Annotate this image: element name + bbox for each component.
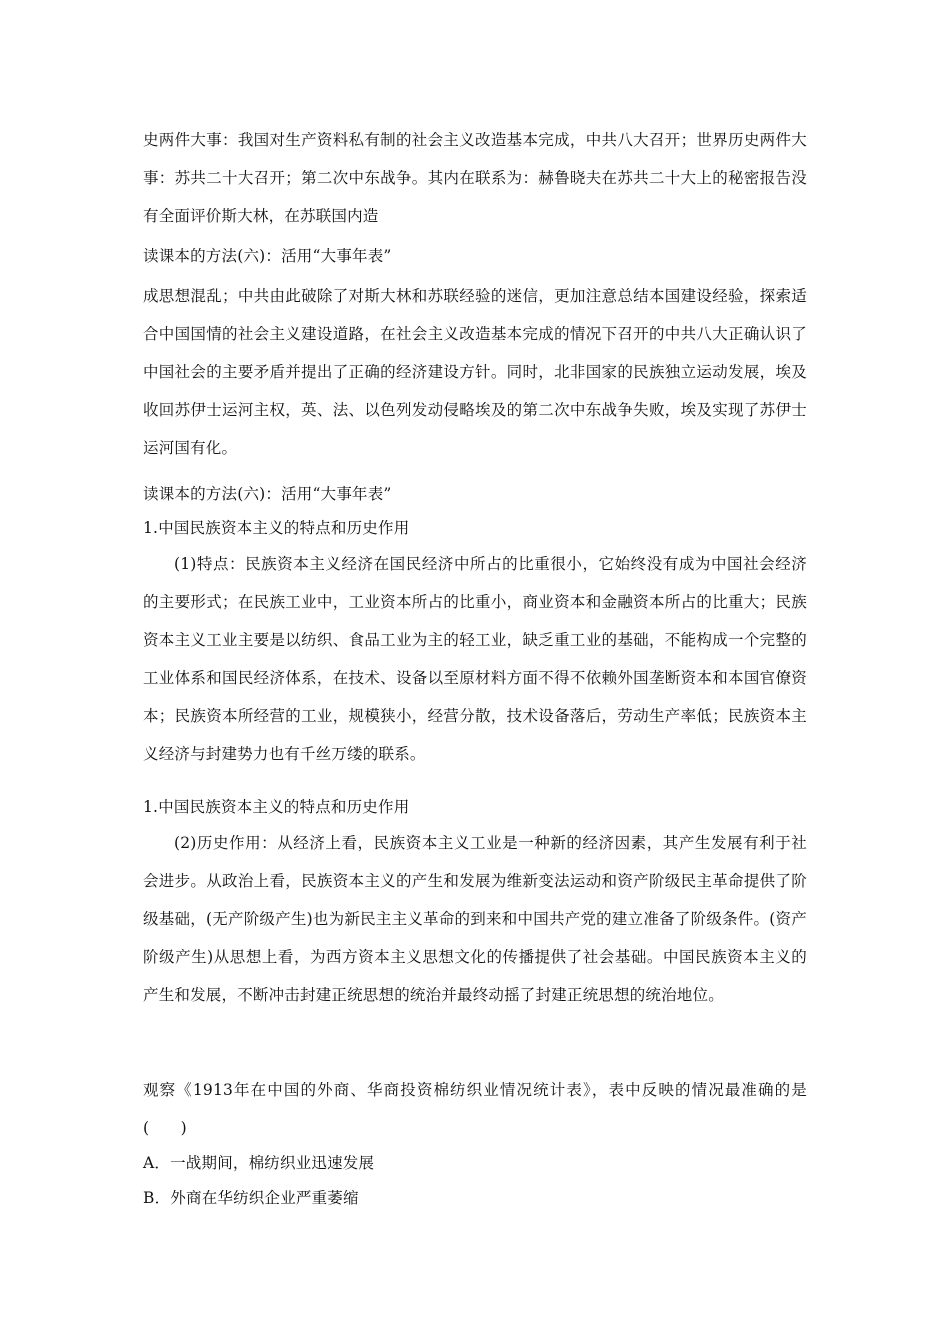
answer-option-b: B．外商在华纺织企业严重萎缩 [143,1189,359,1207]
paragraph-historical-role: (2)历史作用：从经济上看，民族资本主义工业是一种新的经济因素，其产生发展有利于社会进步。从政治上看，民族资本主义的产生和发展为维新变法运动和资产阶级民主革命提供了阶级基础，(无产阶级产生)也为新民主主义革命的到来和中国共产党的建立准备了阶级条件。(资产阶级产生)从思想上看，为西方资本主义思想文化的传播提供了社会基础。中国民族资本主义的产生和发展，不断冲击封建正统思想的统治并最终动摇了封建正统思想的统治地位。 [143,834,807,1004]
answer-option-a: A．一战期间，棉纺织业迅速发展 [143,1154,375,1172]
question-stem: 观察《1913年在中国的外商、华商投资棉纺织业情况统计表》，表中反映的情况最准确的是( ) [143,1081,807,1137]
section-heading-method-six: 读课本的方法(六)：活用“大事年表” [143,247,392,265]
paragraph-characteristics: (1)特点：民族资本主义经济在国民经济中所占的比重很小，它始终没有成为中国社会经济的主要形式；在民族工业中，工业资本所占的比重小，商业资本和金融资本所占的比重大；民族资本主义工业主要是以纺织、食品工业为主的轻工业，缺乏重工业的基础，不能构成一个完整的工业体系和国民经济体系，在技术、设备以至原材料方面不得不依赖外国垄断资本和本国官僚资本；民族资本所经营的工业，规模狭小，经营分散，技术设备落后，劳动生产率低；民族资本主义经济与封建势力也有千丝万缕的联系。 [143,555,807,763]
paragraph-ideological-confusion: 成思想混乱；中共由此破除了对斯大林和苏联经验的迷信，更加注意总结本国建设经验，探索适合中国国情的社会主义建设道路，在社会主义改造基本完成的情况下召开的中共八大正确认识了中国社会的主要矛盾并提出了正确的经济建设方针。同时，北非国家的民族独立运动发展，埃及收回苏伊士运河主权，英、法、以色列发动侵略埃及的第二次中东战争失败，埃及实现了苏伊士运河国有化。 [143,287,807,457]
section-heading-method-six-repeat: 读课本的方法(六)：活用“大事年表” [143,485,392,503]
section-heading-national-capitalism: 1.中国民族资本主义的特点和历史作用 [143,519,410,537]
section-heading-national-capitalism-repeat: 1.中国民族资本主义的特点和历史作用 [143,798,410,816]
paragraph-history-events: 史两件大事：我国对生产资料私有制的社会主义改造基本完成，中共八大召开；世界历史两件大事：苏共二十大召开；第二次中东战争。其内在联系为：赫鲁晓夫在苏共二十大上的秘密报告没有全面评价斯大林，在苏联国内造 [143,131,807,225]
